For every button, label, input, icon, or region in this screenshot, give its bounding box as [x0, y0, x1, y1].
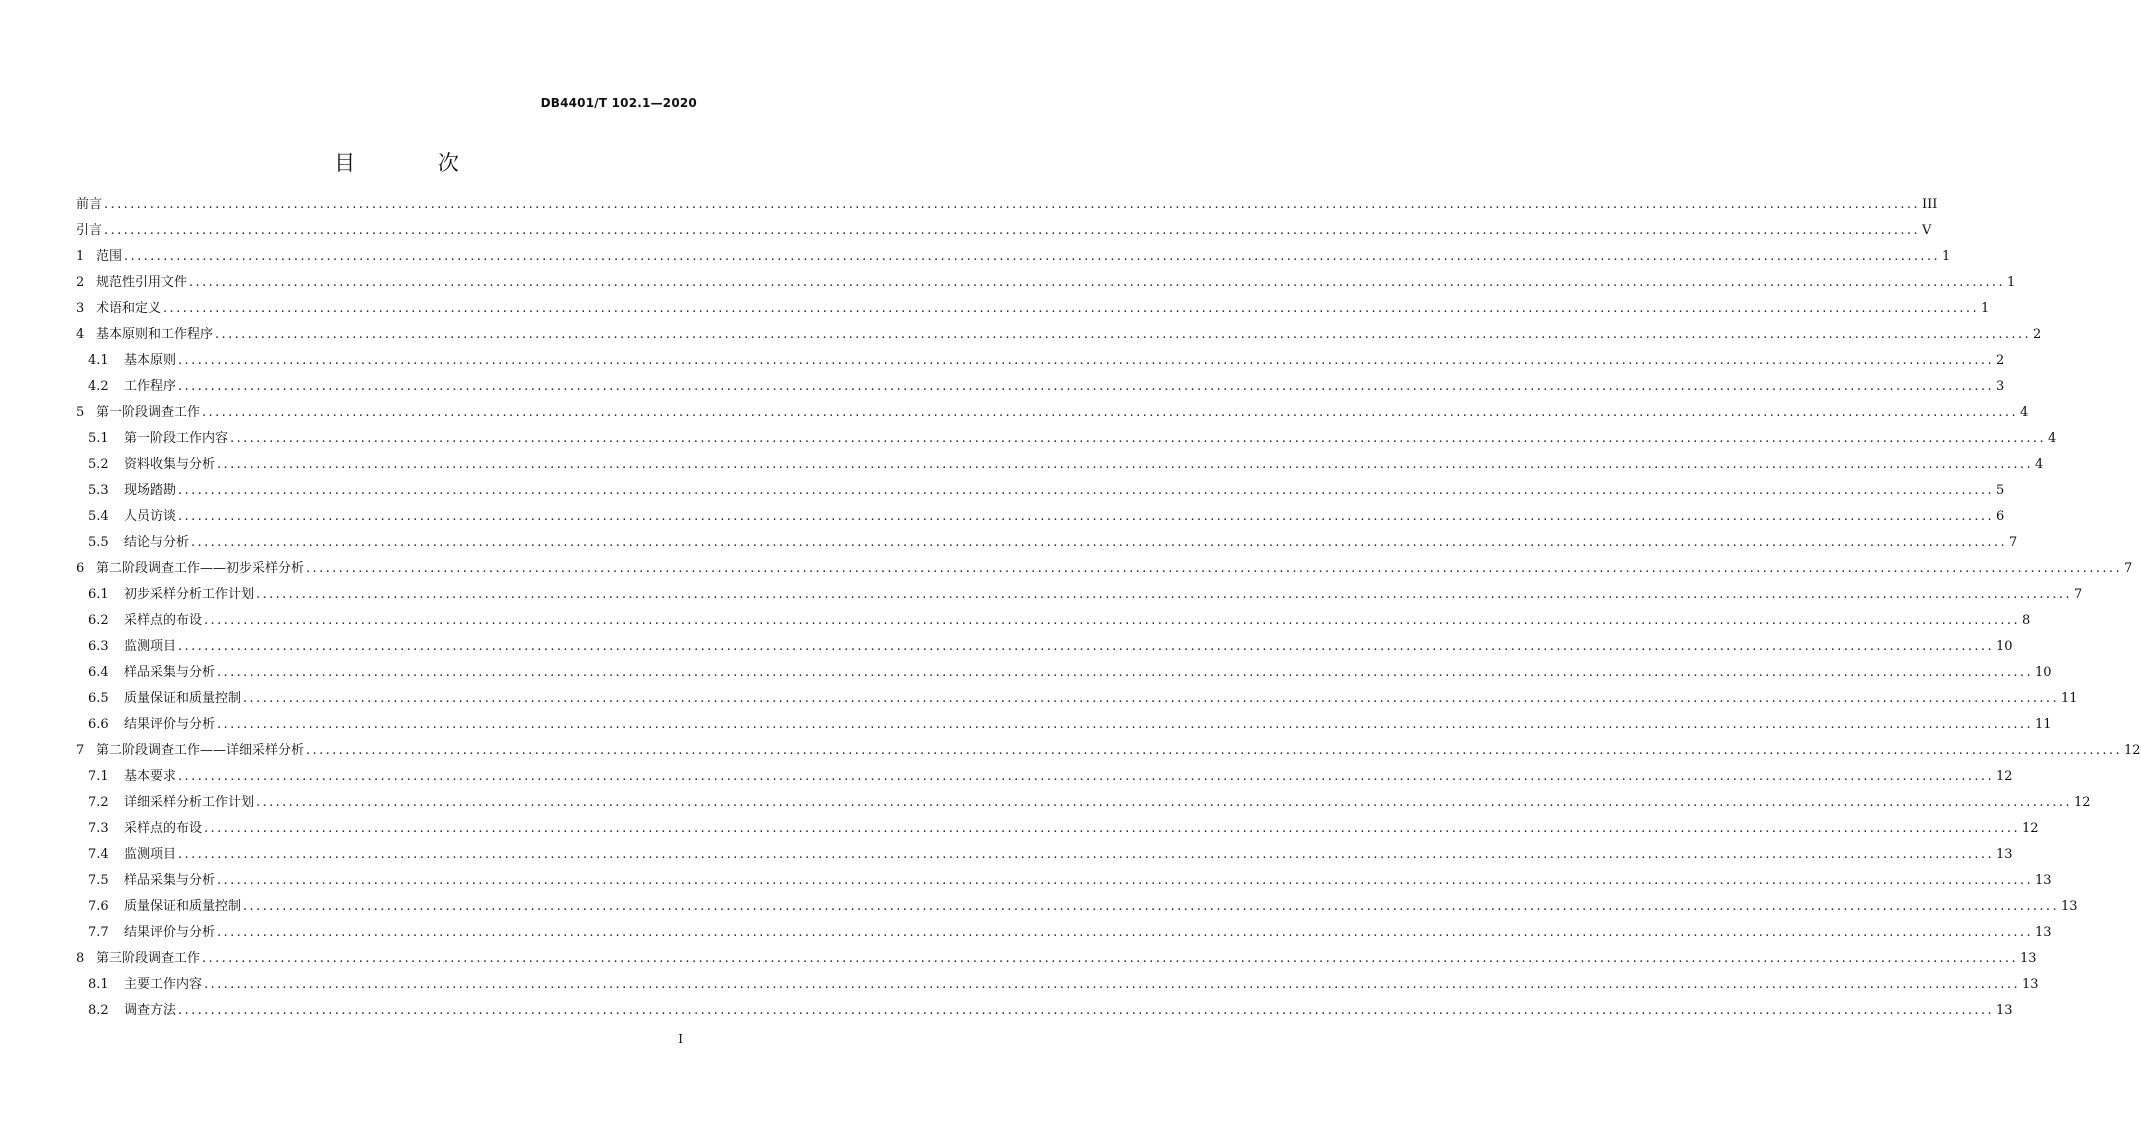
toc-entry-page: 1 — [1981, 301, 1990, 316]
toc-entry-page: 2 — [2033, 327, 2042, 342]
toc-entry-page: V — [1922, 223, 1932, 238]
toc-entry[interactable] — [76, 738, 2141, 764]
toc-entry[interactable] — [76, 608, 2031, 634]
toc-leader-dots: ...................................................................................................................................................................................................................................................................................... — [178, 847, 1994, 862]
toc-entry-page: 12 — [2022, 821, 2039, 836]
toc-entry-page: 12 — [2124, 743, 2141, 758]
toc-leader-dots: ...................................................................................................................................................................................................................................................................................... — [178, 769, 1994, 784]
toc-entry-title: 采样点的布设 — [124, 821, 203, 836]
toc-leader-dots: ...................................................................................................................................................................................................................................................................................... — [306, 561, 2122, 576]
toc-leader-dots: ...................................................................................................................................................................................................................................................................................... — [256, 587, 2072, 602]
toc-entry-page: 10 — [2035, 665, 2052, 680]
toc-entry-label — [76, 920, 215, 946]
toc-entry-page: 1 — [2007, 275, 2016, 290]
toc-leader-dots: ...................................................................................................................................................................................................................................................................................... — [163, 301, 1979, 316]
toc-entry-label — [76, 348, 176, 374]
toc-entry-title: 第二阶段调查工作——详细采样分析 — [96, 743, 305, 758]
toc-entry[interactable] — [76, 660, 2052, 686]
toc-entry-label — [76, 556, 304, 582]
toc-entry[interactable] — [76, 218, 1932, 244]
toc-entry-number: 6.2 — [88, 613, 109, 628]
table-of-contents — [76, 192, 2141, 1024]
toc-entry-number: 1 — [76, 249, 85, 264]
toc-entry[interactable] — [76, 270, 2016, 296]
toc-entry[interactable] — [76, 764, 2013, 790]
toc-entry[interactable] — [76, 556, 2133, 582]
toc-entry-number: 6.5 — [88, 691, 109, 706]
toc-leader-dots: ...................................................................................................................................................................................................................................................................................... — [217, 665, 2033, 680]
toc-entry-page: 4 — [2020, 405, 2029, 420]
toc-leader-dots: ...................................................................................................................................................................................................................................................................................... — [202, 405, 2018, 420]
toc-entry-label — [76, 686, 241, 712]
toc-leader-dots: ...................................................................................................................................................................................................................................................................................... — [191, 535, 2007, 550]
toc-entry-label — [76, 192, 102, 218]
toc-leader-dots: ...................................................................................................................................................................................................................................................................................... — [243, 899, 2059, 914]
toc-entry-page: 11 — [2035, 717, 2052, 732]
toc-entry-page: 12 — [1996, 769, 2013, 784]
toc-entry-label — [76, 582, 254, 608]
toc-entry-page: 4 — [2048, 431, 2057, 446]
toc-entry-page: 3 — [1996, 379, 2005, 394]
toc-entry-title: 样品采集与分析 — [124, 873, 216, 888]
toc-entry-page: 13 — [1996, 1003, 2013, 1018]
toc-entry-label — [76, 270, 187, 296]
toc-entry-label — [76, 972, 202, 998]
toc-entry-title: 第一阶段工作内容 — [124, 431, 229, 446]
toc-leader-dots: ...................................................................................................................................................................................................................................................................................... — [104, 197, 1920, 212]
toc-leader-dots: ...................................................................................................................................................................................................................................................................................... — [306, 743, 2122, 758]
toc-leader-dots: ...................................................................................................................................................................................................................................................................................... — [217, 925, 2033, 940]
toc-entry-number: 5.4 — [88, 509, 109, 524]
toc-entry[interactable] — [76, 816, 2039, 842]
toc-entry-title: 采样点的布设 — [124, 613, 203, 628]
toc-entry-page: 12 — [2074, 795, 2091, 810]
toc-entry-title: 规范性引用文件 — [96, 275, 188, 290]
toc-leader-dots: ...................................................................................................................................................................................................................................................................................... — [178, 509, 1994, 524]
toc-entry-page: 11 — [2061, 691, 2078, 706]
toc-entry-label — [76, 322, 213, 348]
toc-entry-page: 13 — [2035, 873, 2052, 888]
toc-entry-page: 1 — [1942, 249, 1951, 264]
toc-leader-dots: ...................................................................................................................................................................................................................................................................................... — [189, 275, 2005, 290]
toc-entry-title: 基本原则 — [124, 353, 177, 368]
toc-entry-number: 5.1 — [88, 431, 109, 446]
toc-leader-dots: ...................................................................................................................................................................................................................................................................................... — [215, 327, 2031, 342]
toc-entry[interactable] — [76, 920, 2052, 946]
toc-entry[interactable] — [76, 374, 2005, 400]
toc-entry-label — [76, 478, 176, 504]
toc-leader-dots: ...................................................................................................................................................................................................................................................................................... — [217, 717, 2033, 732]
toc-leader-dots: ...................................................................................................................................................................................................................................................................................... — [178, 379, 1994, 394]
toc-entry-number: 4.2 — [88, 379, 109, 394]
toc-entry[interactable] — [76, 842, 2013, 868]
toc-entry[interactable] — [76, 972, 2039, 998]
toc-entry-page: 13 — [2061, 899, 2078, 914]
toc-entry-number: 7.7 — [88, 925, 109, 940]
toc-entry[interactable] — [76, 348, 2005, 374]
toc-entry-number: 6.1 — [88, 587, 109, 602]
toc-entry-page: 13 — [2035, 925, 2052, 940]
toc-leader-dots: ...................................................................................................................................................................................................................................................................................... — [204, 821, 2020, 836]
toc-entry-number: 7.3 — [88, 821, 109, 836]
toc-entry[interactable] — [76, 790, 2091, 816]
toc-entry-label — [76, 842, 176, 868]
toc-entry[interactable] — [76, 426, 2057, 452]
toc-entry-title: 引言 — [76, 223, 103, 238]
toc-entry[interactable] — [76, 322, 2042, 348]
toc-entry-title: 现场踏勘 — [124, 483, 177, 498]
toc-entry-label — [76, 816, 202, 842]
toc-leader-dots: ...................................................................................................................................................................................................................................................................................... — [217, 457, 2033, 472]
toc-entry-page: 7 — [2009, 535, 2018, 550]
toc-entry-number: 4.1 — [88, 353, 109, 368]
toc-entry-title: 第三阶段调查工作 — [96, 951, 201, 966]
toc-entry[interactable] — [76, 868, 2052, 894]
toc-leader-dots: ...................................................................................................................................................................................................................................................................................... — [202, 951, 2018, 966]
toc-entry-number: 5.2 — [88, 457, 109, 472]
toc-leader-dots: ...................................................................................................................................................................................................................................................................................... — [217, 873, 2033, 888]
toc-leader-dots: ...................................................................................................................................................................................................................................................................................... — [178, 483, 1994, 498]
toc-entry-label — [76, 764, 176, 790]
toc-entry-title: 范围 — [96, 249, 123, 264]
toc-entry-label — [76, 530, 189, 556]
toc-entry-label — [76, 296, 161, 322]
toc-entry[interactable] — [76, 634, 2013, 660]
toc-leader-dots: ...................................................................................................................................................................................................................................................................................... — [204, 977, 2020, 992]
toc-entry-number: 7 — [76, 743, 85, 758]
toc-entry-page: 2 — [1996, 353, 2005, 368]
toc-entry-number: 6 — [76, 561, 85, 576]
toc-entry-page: 13 — [1996, 847, 2013, 862]
toc-leader-dots: ...................................................................................................................................................................................................................................................................................... — [124, 249, 1940, 264]
toc-entry-number: 5.5 — [88, 535, 109, 550]
toc-entry-title: 第一阶段调查工作 — [96, 405, 201, 420]
toc-entry-title: 第二阶段调查工作——初步采样分析 — [96, 561, 305, 576]
toc-entry-label — [76, 660, 215, 686]
toc-entry-title: 结论与分析 — [124, 535, 190, 550]
toc-entry-page: III — [1922, 197, 1938, 212]
toc-entry-number: 6.6 — [88, 717, 109, 732]
toc-entry[interactable] — [76, 452, 2044, 478]
toc-entry-label — [76, 400, 200, 426]
toc-entry[interactable] — [76, 478, 2005, 504]
toc-entry-page: 4 — [2035, 457, 2044, 472]
toc-entry-label — [76, 998, 176, 1024]
toc-leader-dots: ...................................................................................................................................................................................................................................................................................... — [230, 431, 2046, 446]
toc-entry-number: 8.2 — [88, 1003, 109, 1018]
toc-entry-label — [76, 426, 228, 452]
page-number: I — [678, 1032, 683, 1046]
toc-entry-title: 调查方法 — [124, 1003, 177, 1018]
toc-entry-title: 初步采样分析工作计划 — [124, 587, 255, 602]
toc-entry-label — [76, 894, 241, 920]
toc-entry-title: 质量保证和质量控制 — [124, 899, 242, 914]
toc-entry-number: 8.1 — [88, 977, 109, 992]
toc-entry-number: 5 — [76, 405, 85, 420]
toc-entry-title: 主要工作内容 — [124, 977, 203, 992]
toc-entry-number: 2 — [76, 275, 85, 290]
toc-leader-dots: ...................................................................................................................................................................................................................................................................................... — [104, 223, 1920, 238]
toc-entry-title: 结果评价与分析 — [124, 717, 216, 732]
toc-entry-label — [76, 608, 202, 634]
toc-entry-title: 样品采集与分析 — [124, 665, 216, 680]
standard-code: DB4401/T 102.1—2020 — [540, 96, 697, 110]
toc-leader-dots: ...................................................................................................................................................................................................................................................................................... — [243, 691, 2059, 706]
toc-entry-label — [76, 946, 200, 972]
toc-entry-title: 术语和定义 — [96, 301, 162, 316]
toc-entry-number: 7.1 — [88, 769, 109, 784]
toc-entry-label — [76, 504, 176, 530]
toc-entry-label — [76, 868, 215, 894]
toc-entry-title: 资料收集与分析 — [124, 457, 216, 472]
toc-entry-page: 8 — [2022, 613, 2031, 628]
toc-entry[interactable] — [76, 998, 2013, 1024]
toc-entry-number: 4 — [76, 327, 85, 342]
toc-entry-label — [76, 452, 215, 478]
toc-entry-number: 7.4 — [88, 847, 109, 862]
toc-entry-title: 监测项目 — [124, 639, 177, 654]
toc-entry-title: 详细采样分析工作计划 — [124, 795, 255, 810]
toc-entry-number: 5.3 — [88, 483, 109, 498]
toc-entry[interactable] — [76, 244, 1951, 270]
toc-entry-label — [76, 738, 304, 764]
toc-entry-number: 7.5 — [88, 873, 109, 888]
toc-entry-page: 13 — [2022, 977, 2039, 992]
toc-entry[interactable] — [76, 530, 2018, 556]
toc-entry-number: 7.6 — [88, 899, 109, 914]
toc-entry-title: 基本要求 — [124, 769, 177, 784]
toc-entry[interactable] — [76, 504, 2005, 530]
toc-leader-dots: ...................................................................................................................................................................................................................................................................................... — [256, 795, 2072, 810]
toc-entry-number: 8 — [76, 951, 85, 966]
toc-entry-label — [76, 218, 102, 244]
toc-entry-number: 6.4 — [88, 665, 109, 680]
toc-entry-number: 3 — [76, 301, 85, 316]
toc-entry-label — [76, 634, 176, 660]
toc-entry-label — [76, 374, 176, 400]
toc-entry-label — [76, 244, 122, 270]
toc-entry-number: 7.2 — [88, 795, 109, 810]
toc-entry-page: 7 — [2074, 587, 2083, 602]
toc-entry-number: 6.3 — [88, 639, 109, 654]
toc-entry[interactable] — [76, 712, 2052, 738]
toc-leader-dots: ...................................................................................................................................................................................................................................................................................... — [178, 353, 1994, 368]
toc-leader-dots: ...................................................................................................................................................................................................................................................................................... — [178, 639, 1994, 654]
toc-entry-label — [76, 790, 254, 816]
toc-entry-page: 10 — [1996, 639, 2013, 654]
toc-entry[interactable] — [76, 582, 2083, 608]
toc-entry[interactable] — [76, 296, 1990, 322]
toc-entry-label — [76, 712, 215, 738]
toc-entry-page: 6 — [1996, 509, 2005, 524]
toc-entry-title: 质量保证和质量控制 — [124, 691, 242, 706]
toc-entry-page: 5 — [1996, 483, 2005, 498]
toc-entry-title: 基本原则和工作程序 — [96, 327, 214, 342]
toc-entry-title: 人员访谈 — [124, 509, 177, 524]
toc-entry-page: 13 — [2020, 951, 2037, 966]
toc-entry-title: 结果评价与分析 — [124, 925, 216, 940]
toc-leader-dots: ...................................................................................................................................................................................................................................................................................... — [178, 1003, 1994, 1018]
toc-entry-title: 监测项目 — [124, 847, 177, 862]
toc-entry-title: 工作程序 — [124, 379, 177, 394]
toc-entry-title: 前言 — [76, 197, 103, 212]
page-title: 目 次 — [334, 151, 497, 175]
toc-entry[interactable] — [76, 894, 2078, 920]
toc-entry[interactable] — [76, 686, 2078, 712]
toc-entry[interactable] — [76, 192, 1938, 218]
toc-entry-page: 7 — [2124, 561, 2133, 576]
toc-entry[interactable] — [76, 946, 2037, 972]
toc-leader-dots: ...................................................................................................................................................................................................................................................................................... — [204, 613, 2020, 628]
toc-entry[interactable] — [76, 400, 2029, 426]
